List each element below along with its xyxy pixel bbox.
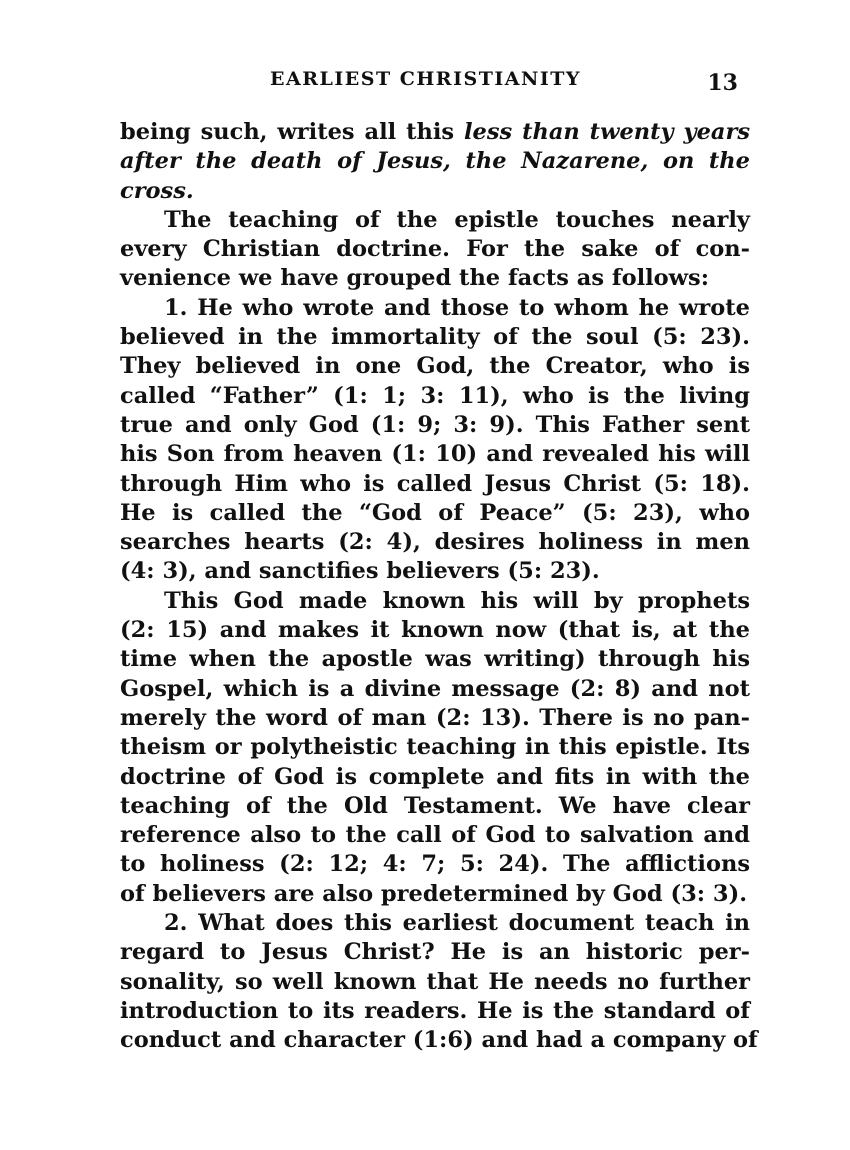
text-line — [120, 821, 750, 850]
text-line-roman: regard to Jesus Christ? He is an historic per- — [120, 939, 750, 966]
text-line-roman: 1. He who wrote and those to whom he wrote — [164, 294, 750, 321]
text-line-roman: venience we have grouped the facts as follows: — [120, 265, 710, 292]
text-line — [120, 411, 750, 440]
text-line-roman: to holiness (2: 12; 4: 7; 5: 24). The afflictions — [120, 851, 750, 878]
text-line-roman: time when the apostle was writing) through his — [120, 646, 750, 673]
text-line — [120, 118, 750, 147]
text-line-roman: 2. What does this earliest document teach in — [164, 910, 750, 937]
text-line — [120, 763, 750, 792]
text-line — [120, 470, 750, 499]
text-line — [120, 968, 750, 997]
text-line-roman: being such, writes all this — [120, 119, 464, 145]
text-line-roman: conduct and character (1:6) and had a company of — [120, 1027, 758, 1054]
text-line-roman: reference also to the call of God to salvation and — [120, 822, 750, 849]
text-line-roman: sonality, so well known that He needs no further — [120, 968, 750, 995]
body-text — [120, 118, 758, 1056]
text-line — [120, 909, 750, 938]
text-line — [120, 880, 750, 909]
text-line — [120, 294, 750, 323]
text-line-roman: This God made known his will by prophets — [164, 587, 750, 614]
page-number: 13 — [707, 70, 738, 96]
text-line-roman: introduction to its readers. He is the standard of — [120, 997, 750, 1024]
text-line-roman: teaching of the Old Testament. We have clear — [120, 792, 750, 819]
text-line — [120, 587, 750, 616]
text-line-italic: after the death of Jesus, the Nazarene, on the — [120, 148, 750, 175]
running-head — [120, 64, 750, 100]
text-line — [120, 235, 750, 264]
text-line-roman: searches hearts (2: 4), desires holiness in men — [120, 529, 750, 556]
text-line-roman: true and only God (1: 9; 3: 9). This Father sent — [120, 411, 750, 438]
text-line-roman: They believed in one God, the Creator, who is — [120, 353, 750, 380]
text-line — [120, 616, 750, 645]
text-line — [120, 206, 750, 235]
text-line-roman: called “Father” (1: 1; 3: 11), who is the living — [120, 382, 750, 409]
text-line-roman: of believers are also predetermined by God (3: 3). — [120, 880, 748, 907]
text-line-italic: cross. — [120, 177, 194, 204]
text-line — [120, 440, 750, 469]
text-line-roman: doctrine of God is complete and fits in with the — [120, 763, 750, 790]
text-line — [120, 557, 750, 586]
text-line — [120, 645, 750, 674]
text-line — [120, 177, 750, 206]
text-line-roman: (2: 15) and makes it known now (that is, at the — [120, 617, 750, 644]
text-line-roman: every Christian doctrine. For the sake of con- — [120, 236, 750, 263]
text-line — [120, 997, 750, 1026]
text-line-roman: Gospel, which is a divine message (2: 8) and not — [120, 675, 750, 702]
text-line — [120, 352, 750, 381]
text-line-roman: through Him who is called Jesus Christ (5: 18). — [120, 470, 750, 497]
text-line — [120, 528, 750, 557]
running-title: EARLIEST CHRISTIANITY — [270, 68, 581, 90]
text-line — [120, 264, 750, 293]
text-line — [120, 850, 750, 879]
text-line-roman: He is called the “God of Peace” (5: 23), who — [120, 499, 750, 526]
text-line — [120, 704, 750, 733]
text-line-italic: less than twenty years — [463, 119, 750, 145]
text-line-roman: merely the word of man (2: 13). There is no pan- — [120, 704, 750, 731]
text-line-roman: theism or polytheistic teaching in this epistle. Its — [120, 734, 750, 761]
text-line — [120, 1026, 758, 1055]
text-line — [120, 147, 750, 176]
text-line — [120, 323, 750, 352]
text-line — [120, 792, 750, 821]
text-line — [120, 499, 750, 528]
text-line — [120, 938, 750, 967]
text-line — [120, 733, 750, 762]
text-line-roman: believed in the immortality of the soul (5: 23). — [120, 324, 750, 351]
text-line — [120, 675, 750, 704]
text-line — [120, 382, 750, 411]
text-line-roman: his Son from heaven (1: 10) and revealed his will — [120, 441, 750, 468]
text-line-roman: The teaching of the epistle touches nearly — [164, 206, 750, 233]
text-line-roman: (4: 3), and sanctifies believers (5: 23). — [120, 558, 600, 585]
